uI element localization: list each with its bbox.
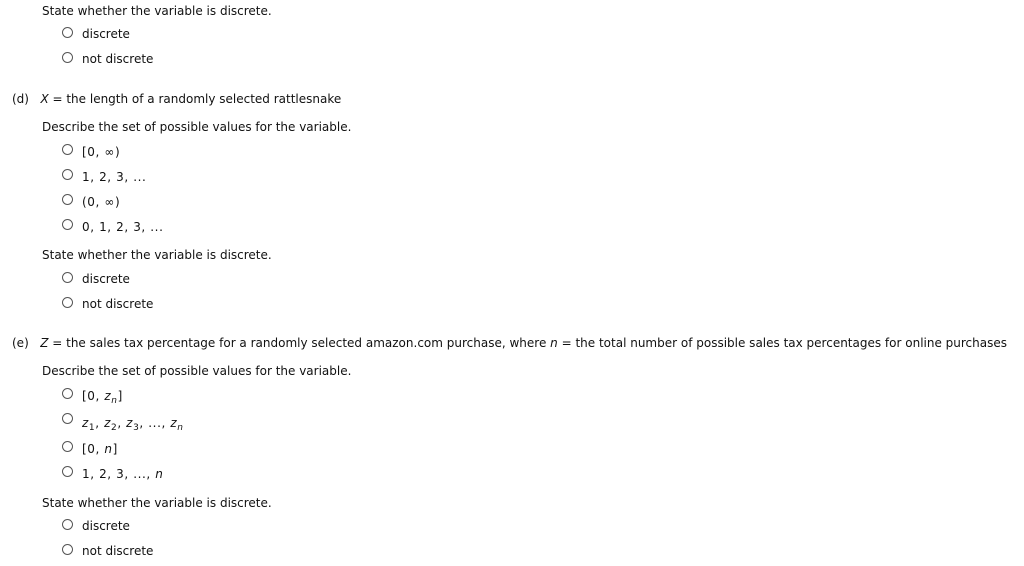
- e-opt2-comma2: ,: [117, 416, 127, 430]
- radio-d-opt1[interactable]: [62, 144, 73, 155]
- part-d-variable: X: [40, 92, 49, 106]
- describe-values-d: Describe the set of possible values for the variable.: [42, 120, 352, 134]
- option-label-d-opt3: (0, ∞): [82, 195, 121, 209]
- option-label-d-opt2: 1, 2, 3, ...: [82, 170, 147, 184]
- part-e-variable: Z: [40, 336, 49, 350]
- radio-e-opt4[interactable]: [62, 466, 73, 477]
- part-d-description: = the length of a randomly selected rattlesnake: [48, 92, 342, 106]
- option-label-d-discrete: discrete: [82, 272, 130, 286]
- e-opt3-prefix: [0,: [82, 442, 105, 456]
- e-opt2-z1: z: [82, 416, 89, 430]
- part-e-description-2: = the total number of possible sales tax percentages for online purchases: [557, 336, 1007, 350]
- option-label-e-discrete: discrete: [82, 519, 130, 533]
- radio-d-discrete[interactable]: [62, 272, 73, 283]
- e-opt2-sub1: 1: [88, 423, 96, 433]
- e-opt2-subn: n: [177, 423, 184, 433]
- option-label-d-not-discrete: not discrete: [82, 297, 154, 311]
- option-label-e-opt3: [82, 442, 118, 456]
- describe-values-e: Describe the set of possible values for the variable.: [42, 364, 352, 378]
- part-d-header: [12, 92, 341, 106]
- e-opt3-suffix: ]: [112, 442, 118, 456]
- e-opt3-n: n: [104, 442, 113, 456]
- part-d-label: (d): [12, 92, 29, 106]
- radio-d-opt2[interactable]: [62, 169, 73, 180]
- option-label-c-discrete: discrete: [82, 27, 130, 41]
- e-opt2-comma4: ,: [161, 416, 171, 430]
- option-label-e-opt2: [82, 416, 184, 433]
- option-label-c-not-discrete: not discrete: [82, 52, 154, 66]
- part-e-n-variable: n: [550, 336, 558, 350]
- e-opt1-sub: n: [111, 396, 118, 406]
- part-e-header: [12, 336, 1007, 350]
- e-opt2-z2: z: [104, 416, 111, 430]
- e-opt2-comma3: ,: [139, 416, 149, 430]
- e-opt2-comma1: ,: [95, 416, 105, 430]
- discrete-question-c: State whether the variable is discrete.: [42, 4, 272, 18]
- e-opt2-ellipsis: ...: [148, 416, 162, 430]
- discrete-question-d: State whether the variable is discrete.: [42, 248, 272, 262]
- e-opt2-sub2: 2: [110, 423, 118, 433]
- option-label-d-opt4: 0, 1, 2, 3, ...: [82, 220, 164, 234]
- option-label-d-opt1: [0, ∞): [82, 145, 121, 159]
- radio-d-opt3[interactable]: [62, 194, 73, 205]
- e-opt2-zn: z: [170, 416, 178, 430]
- option-label-e-opt4: [82, 467, 163, 481]
- e-opt4-prefix: 1, 2, 3, ...,: [82, 467, 156, 481]
- e-opt1-prefix: [0,: [82, 389, 105, 403]
- discrete-question-e: State whether the variable is discrete.: [42, 496, 272, 510]
- radio-e-opt3[interactable]: [62, 441, 73, 452]
- e-opt1-suffix: ]: [117, 389, 123, 403]
- radio-e-discrete[interactable]: [62, 519, 73, 530]
- radio-c-not-discrete[interactable]: [62, 52, 73, 63]
- option-label-e-opt1: [82, 389, 123, 406]
- e-opt2-z3: z: [126, 416, 134, 430]
- e-opt2-sub3: 3: [133, 423, 140, 433]
- radio-e-not-discrete[interactable]: [62, 544, 73, 555]
- e-opt4-n: n: [155, 467, 164, 481]
- radio-d-not-discrete[interactable]: [62, 297, 73, 308]
- e-opt1-z: z: [104, 389, 112, 403]
- radio-d-opt4[interactable]: [62, 219, 73, 230]
- part-e-label: (e): [12, 336, 29, 350]
- radio-c-discrete[interactable]: [62, 27, 73, 38]
- option-label-e-not-discrete: not discrete: [82, 544, 154, 558]
- part-e-description-1: = the sales tax percentage for a randomly selected amazon.com purchase, where: [48, 336, 551, 350]
- radio-e-opt2[interactable]: [62, 413, 73, 424]
- radio-e-opt1[interactable]: [62, 388, 73, 399]
